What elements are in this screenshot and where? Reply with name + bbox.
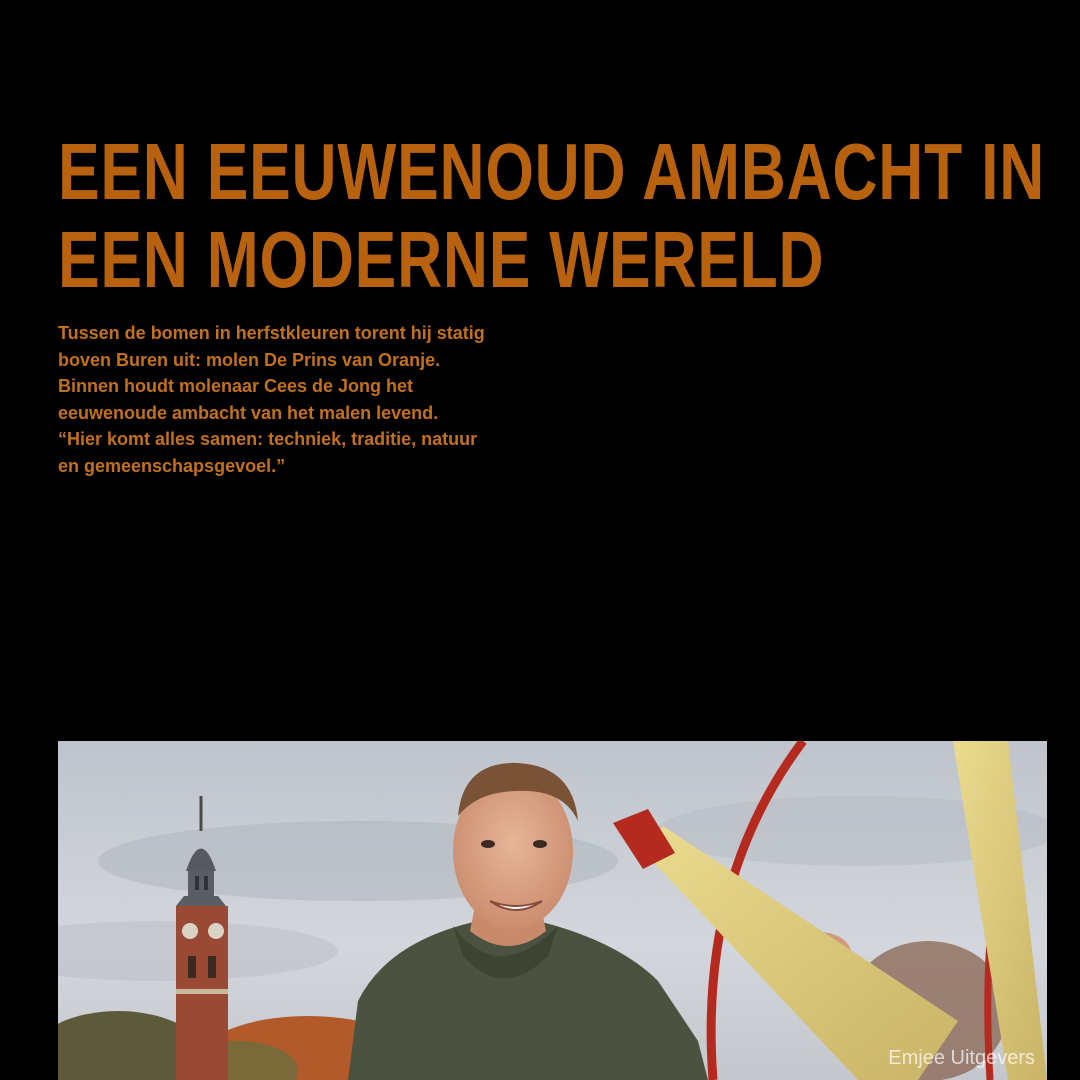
intro-line: eeuwenoude ambacht van het malen levend.: [58, 402, 439, 423]
headline: [58, 127, 1046, 304]
intro-line: Binnen houdt molenaar Cees de Jong het: [58, 376, 414, 396]
watermark: Emjee Uitgevers: [888, 1047, 1035, 1069]
intro-line: “Hier komt alles samen: techniek, traditie, natuur: [58, 429, 478, 449]
headline-line-1: EEN EEUWENOUD AMBACHT IN: [58, 127, 1046, 216]
article-photo: [58, 741, 1047, 1080]
photo-illustration: [58, 741, 1047, 1080]
intro-paragraph: [58, 320, 548, 479]
intro-line: Tussen de bomen in herfstkleuren torent hij statig: [58, 323, 485, 343]
intro-line: boven Buren uit: molen De Prins van Oranje.: [58, 349, 441, 370]
intro-line: en gemeenschapsgevoel.”: [58, 455, 286, 476]
headline-line-2: EEN MODERNE WERELD: [58, 215, 825, 304]
